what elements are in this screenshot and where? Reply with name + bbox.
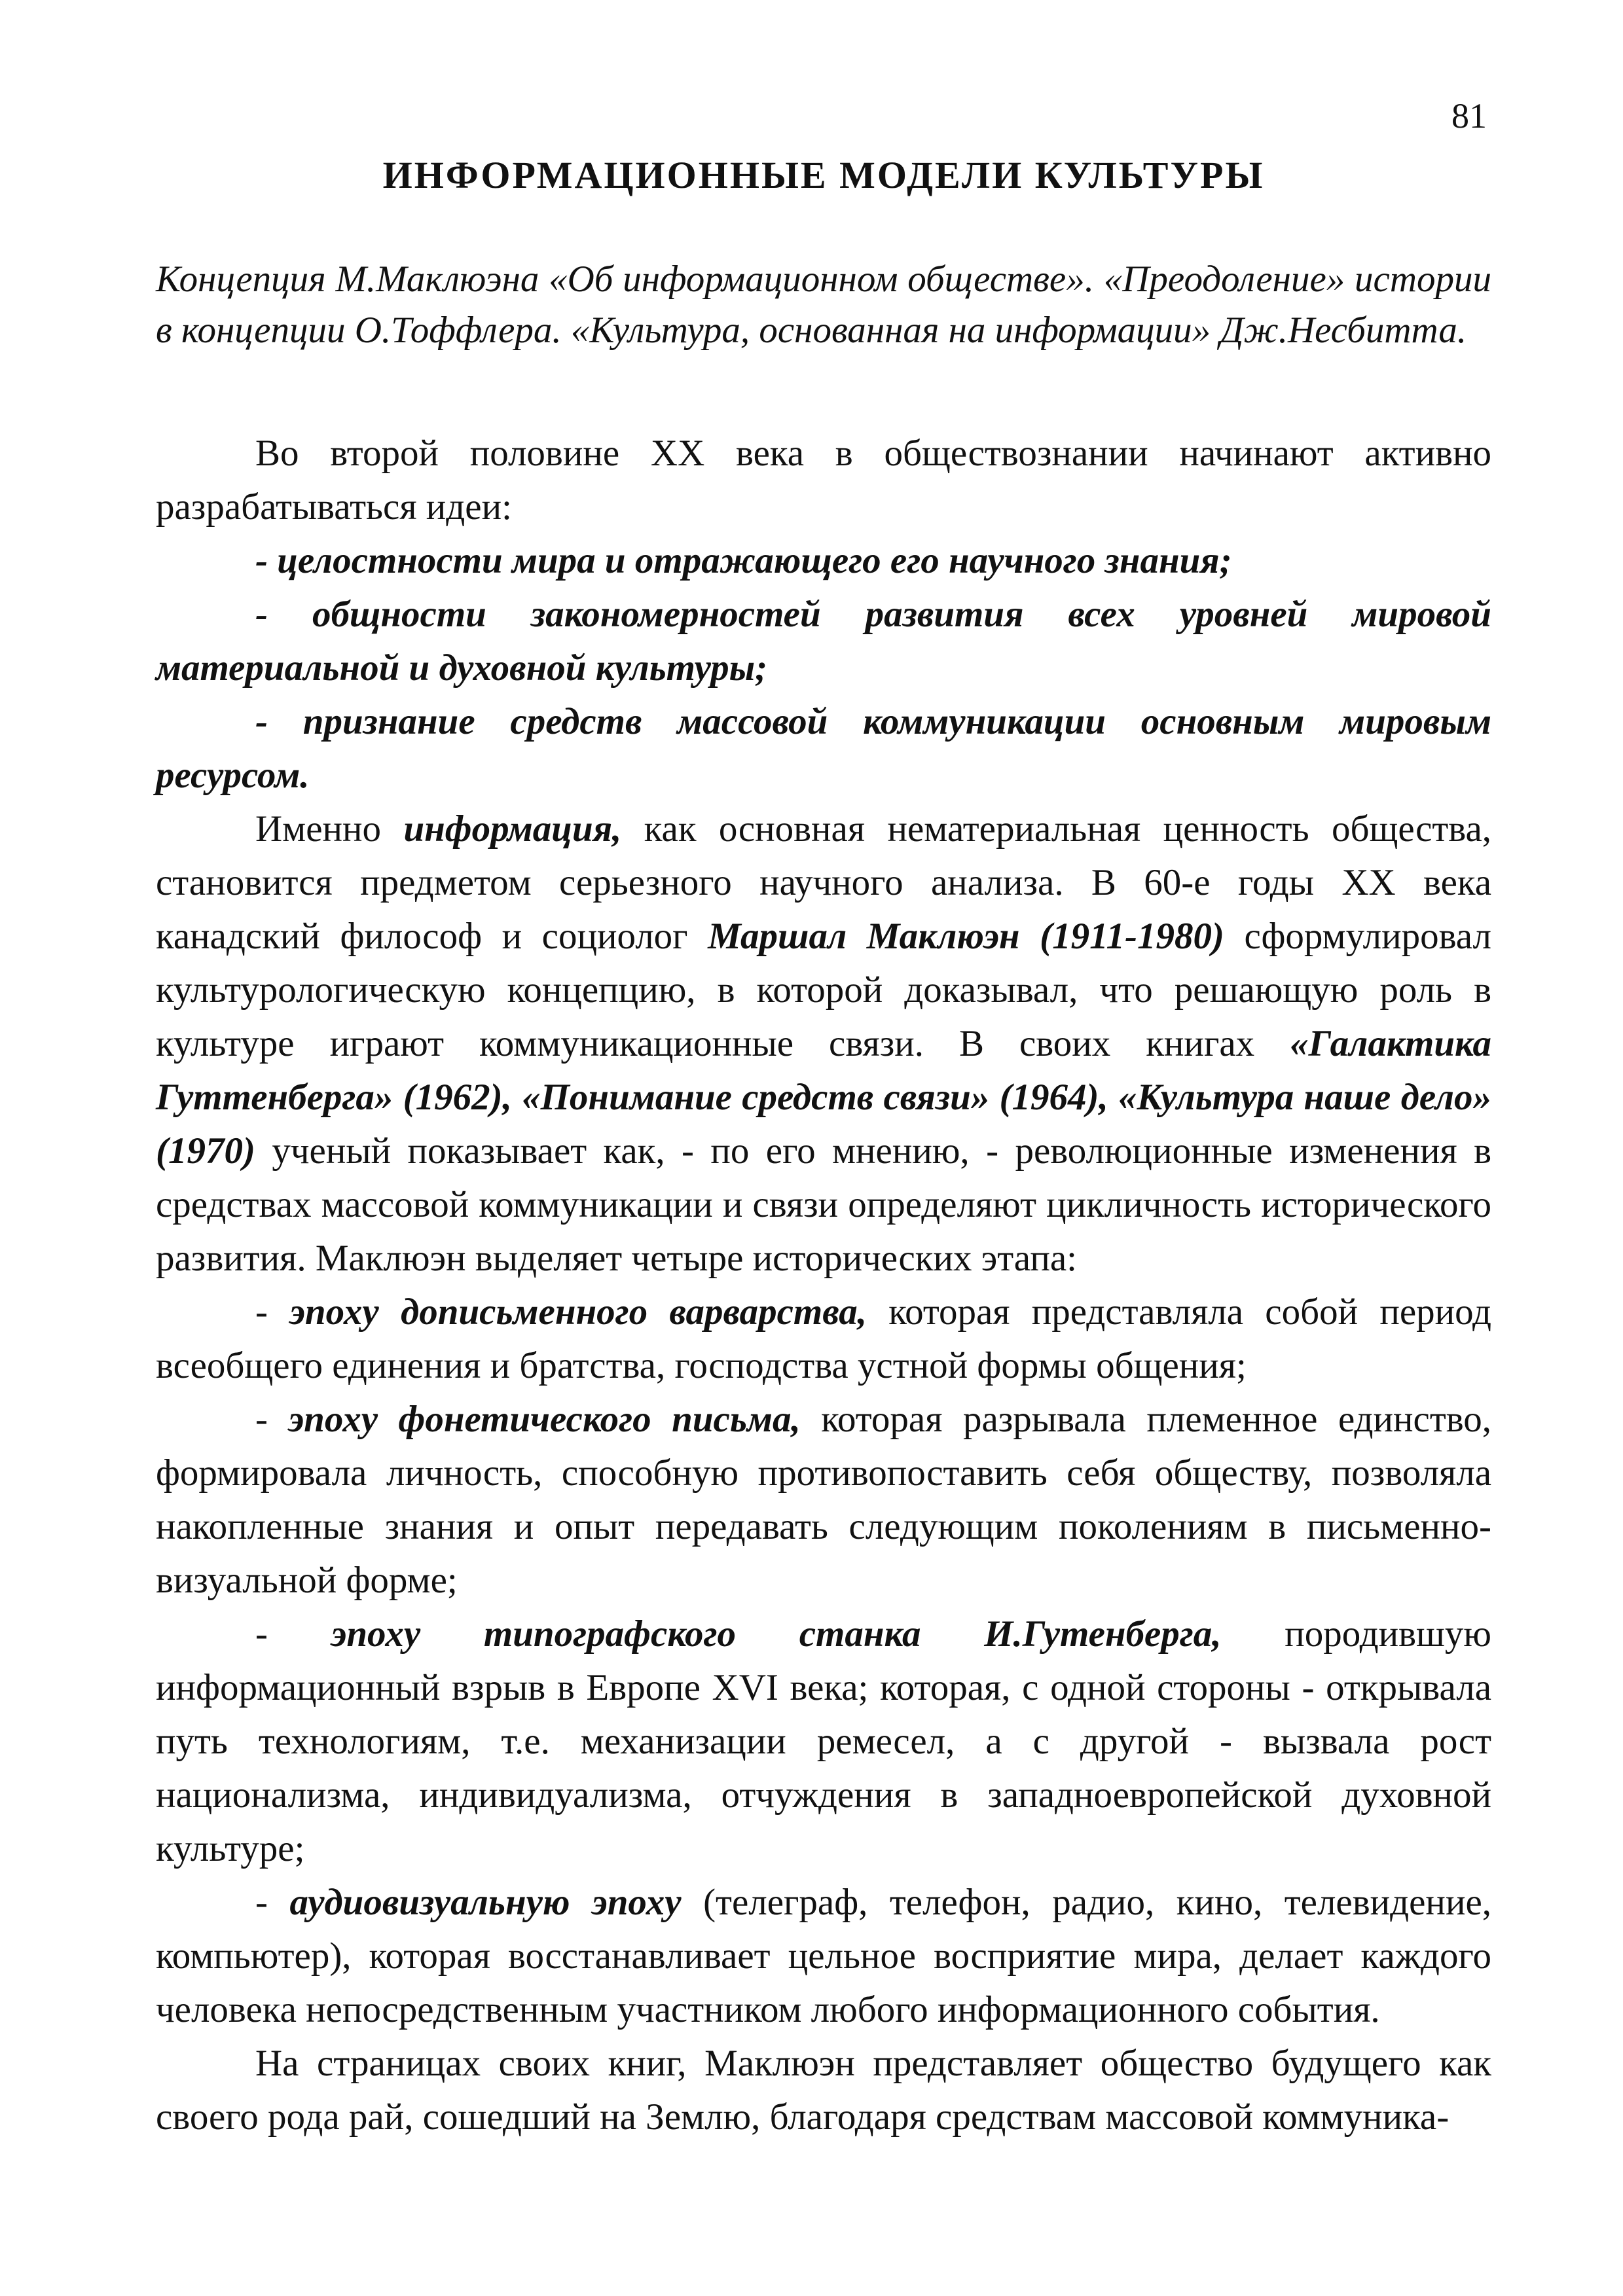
text-run: Именно (255, 808, 404, 850)
era-item-1 (156, 1285, 1491, 1393)
era-item-2 (156, 1393, 1491, 1607)
idea-item-3: - признание средств массовой коммуникации основным мировым ресурсом. (156, 700, 1491, 796)
emphasis-author-name: Маршал Маклюэн (1911-1980) (708, 915, 1224, 957)
paragraph-mcluhan (156, 802, 1491, 1285)
idea-item-1: - целостности мира и отражающего его научного знания; (255, 539, 1232, 581)
era-description: породившую информационный взрыв в Европе XVI века; которая, с одной стороны - открывала путь технологиям, т.е. механизации ремесел, а с другой - вызвала рост национализма, индивидуализма, отчуждения в западноевропейской духовной культуре; (156, 1613, 1491, 1869)
era-dash: - (255, 1291, 290, 1333)
text-run: как основная нематериальная ценность общества, становится предметом серьезного научного анализа. В 60-е годы XX века канадский философ и социолог (156, 808, 1491, 957)
page-content (156, 154, 1491, 2144)
era-dash: - (255, 1398, 289, 1440)
text-run: сформулировал культурологическую концепцию, в которой доказывал, что решающую роль в культуре играют коммуникационные связи. В своих книгах (156, 915, 1491, 1064)
era-description: которая разрывала племенное единство, формировала личность, способную противопоставить себя обществу, позволяла накопленные знания и опыт передавать следующим поколениям в письменно-визуальной форме; (156, 1398, 1492, 1601)
era-description: (телеграф, телефон, радио, кино, телевидение, компьютер), которая восстанавливает цельное восприятие мира, делает каждого человека непосредственным участником любого информационного события. (156, 1881, 1491, 2030)
emphasis-information: информация, (403, 808, 622, 850)
era-dash: - (255, 1881, 290, 1923)
era-name: эпоху дописьменного варварства, (289, 1291, 867, 1333)
emphasis-book-titles: «Галактика Гуттенберга» (1962), «Понимание средств связи» (1964), «Культура наше дело» (1970) (156, 1022, 1491, 1172)
paragraph-intro: Во второй половине XX века в обществознании начинают активно разрабатываться идеи: (156, 432, 1491, 528)
era-name: аудиовизуальную эпоху (289, 1881, 682, 1923)
idea-item-2: - общности закономерностей развития всех уровней мировой материальной и духовной культуры; (156, 593, 1491, 689)
paragraph-last: На страницах своих книг, Маклюэн представляет общество будущего как своего рода рай, сошедший на Землю, благодаря средствам массовой коммуника- (156, 2042, 1491, 2138)
chapter-title: ИНФОРМАЦИОННЫЕ МОДЕЛИ КУЛЬТУРЫ (382, 154, 1265, 196)
page-number: 81 (1451, 96, 1487, 135)
chapter-subtitle: Концепция М.Маклюэна «Об информационном обществе». «Преодоление» истории в концепции О.Тоффлера. «Культура, основанная на информации» Дж.Несбитта. (156, 258, 1491, 351)
era-name: эпоху типографского станка И.Гутенберга, (331, 1613, 1222, 1655)
era-name: эпоху фонетического письма, (288, 1398, 801, 1440)
era-description: которая представляла собой период всеобщего единения и братства, господства устной формы общения; (156, 1291, 1491, 1386)
era-item-4 (156, 1876, 1491, 2037)
text-run: ученый показывает как, - по его мнению, - революционные изменения в средствах массовой коммуникации и связи определяют цикличность исторического развития. Маклюэн выделяет четыре исторических этапа: (156, 1130, 1491, 1279)
era-item-3 (156, 1607, 1491, 1876)
era-dash: - (255, 1613, 331, 1655)
